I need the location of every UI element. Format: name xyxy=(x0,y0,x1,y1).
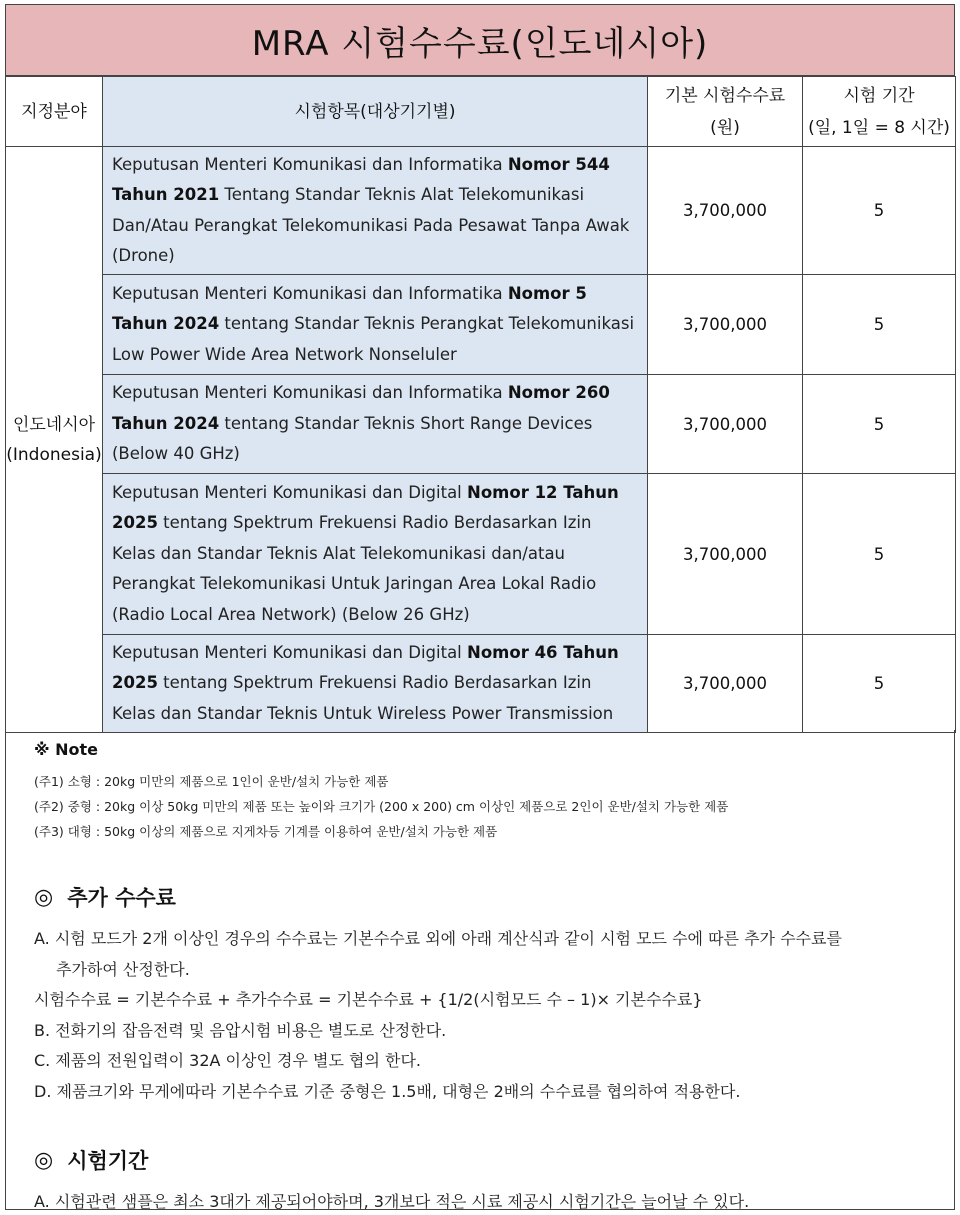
item-regulation-number: Nomor 5 Tahun 2024 xyxy=(112,283,587,334)
test-item xyxy=(103,147,648,275)
item-text: Keputusan Menteri Komunikasi dan Digital xyxy=(112,482,468,502)
test-item xyxy=(103,474,648,635)
region-name: 인도네시아 xyxy=(12,414,96,435)
note-line: (주1) 소형 : 20kg 미만의 제품으로 1인이 운반/설치 가능한 제품 xyxy=(34,774,389,789)
item-regulation-number: Nomor 12 Tahun 2025 xyxy=(112,482,619,533)
additional-item-d: D. 제품크기와 무게에따라 기본수수료 기준 중형은 1.5배, 대형은 2배의 수수료를 협의하여 적용한다. xyxy=(34,1081,741,1101)
table-row xyxy=(6,375,956,474)
notes-section xyxy=(5,730,955,1210)
test-days: 5 xyxy=(803,474,956,635)
double-circle-icon: ◎ xyxy=(34,884,54,910)
header-fee xyxy=(648,77,803,147)
region-name-en: (Indonesia) xyxy=(6,444,102,465)
additional-fee-title: 추가 수수료 xyxy=(67,886,176,910)
table-row xyxy=(6,635,956,733)
base-fee: 3,700,000 xyxy=(648,275,803,375)
region-cell xyxy=(6,147,103,733)
table-row xyxy=(6,474,956,635)
item-text: tentang Standar Teknis Short Range Devices (Below 40 GHz) xyxy=(112,413,593,464)
note-line: (주2) 중형 : 20kg 이상 50kg 미만의 제품 또는 높이와 크기가 (200 x 200) cm 이상인 제품으로 2인이 운반/설치 가능한 제품 xyxy=(34,799,729,814)
test-item xyxy=(103,375,648,474)
item-regulation-number: Nomor 544 Tahun 2021 xyxy=(112,154,610,204)
additional-item-a: A. 시험 모드가 2개 이상인 경우의 수수료는 기본수수료 외에 아래 계산식과 같이 시험 모드 수에 따른 추가 수수료를 xyxy=(34,929,842,948)
item-text: tentang Standar Teknis Perangkat Telekomunikasi Low Power Wide Area Network Nonseluler xyxy=(112,314,635,364)
note-line: (주3) 대형 : 50kg 이상의 제품으로 지게차등 기계를 이용하여 운반/설치 가능한 제품 xyxy=(34,824,498,839)
page-title: MRA 시험수수료(인도네시아) xyxy=(5,4,955,76)
header-fee-line1: 기본 시험수수료 xyxy=(664,85,786,106)
item-regulation-number: Nomor 260 Tahun 2024 xyxy=(112,383,610,433)
item-text: Keputusan Menteri Komunikasi dan Digital xyxy=(112,642,468,662)
fee-table xyxy=(5,76,956,733)
test-period-item-a: A. 시험관련 샘플은 최소 3대가 제공되어야하며, 3개보다 적은 시료 제공시 시험기간은 늘어날 수 있다. xyxy=(34,1192,750,1211)
test-days: 5 xyxy=(803,375,956,474)
additional-item-c: C. 제품의 전원입력이 32A 이상인 경우 별도 협의 한다. xyxy=(34,1051,422,1070)
header-period xyxy=(803,77,956,147)
additional-fee-heading xyxy=(34,882,926,912)
test-item xyxy=(103,275,648,375)
base-fee: 3,700,000 xyxy=(648,375,803,474)
table-header-row xyxy=(6,77,956,147)
header-period-line1: 시험 기간 xyxy=(843,85,915,106)
table-row xyxy=(6,147,956,275)
note-title: ※ Note xyxy=(34,740,99,759)
item-text: Tentang Standar Teknis Alat Telekomunikasi Dan/Atau Perangkat Telekomunikasi Pada Pesawat Tanpa Awak (Drone) xyxy=(112,185,630,265)
test-period-title: 시험기간 xyxy=(67,1149,149,1173)
test-days: 5 xyxy=(803,275,956,375)
test-days: 5 xyxy=(803,147,956,275)
base-fee: 3,700,000 xyxy=(648,635,803,733)
item-regulation-number: Nomor 46 Tahun 2025 xyxy=(112,642,619,693)
item-text: Keputusan Menteri Komunikasi dan Informatika xyxy=(112,283,508,303)
base-fee: 3,700,000 xyxy=(648,474,803,635)
test-days: 5 xyxy=(803,635,956,733)
item-text: Keputusan Menteri Komunikasi dan Informatika xyxy=(112,383,508,403)
double-circle-icon: ◎ xyxy=(34,1147,54,1173)
header-item: 시험항목(대상기기별) xyxy=(103,77,648,147)
base-fee: 3,700,000 xyxy=(648,147,803,275)
test-period-heading xyxy=(34,1145,926,1175)
additional-item-b: B. 전화기의 잡음전력 및 음압시험 비용은 별도로 산정한다. xyxy=(34,1020,447,1040)
additional-item-a-cont: 추가하여 산정한다. xyxy=(56,959,190,979)
item-text: tentang Spektrum Frekuensi Radio Berdasarkan Izin Kelas dan Standar Teknis Alat Telekomunikasi dan/atau Perangkat Telekomunikasi Untuk Jaringan Area Lokal Radio (Radio Local Area Network) (Below 26 GHz) xyxy=(112,513,597,624)
header-fee-line2: (원) xyxy=(710,117,740,138)
header-field: 지정분야 xyxy=(6,77,103,147)
item-text: Keputusan Menteri Komunikasi dan Informatika xyxy=(112,154,508,174)
table-row xyxy=(6,275,956,375)
fee-formula: 시험수수료 = 기본수수료 + 추가수수료 = 기본수수료 + {1/2(시험모드 수 – 1)× 기본수수료} xyxy=(34,990,703,1009)
test-item xyxy=(103,635,648,733)
header-period-line2: (일, 1일 = 8 시간) xyxy=(808,117,950,138)
item-text: tentang Spektrum Frekuensi Radio Berdasarkan Izin Kelas dan Standar Teknis Untuk Wireless Power Transmission xyxy=(112,673,614,723)
